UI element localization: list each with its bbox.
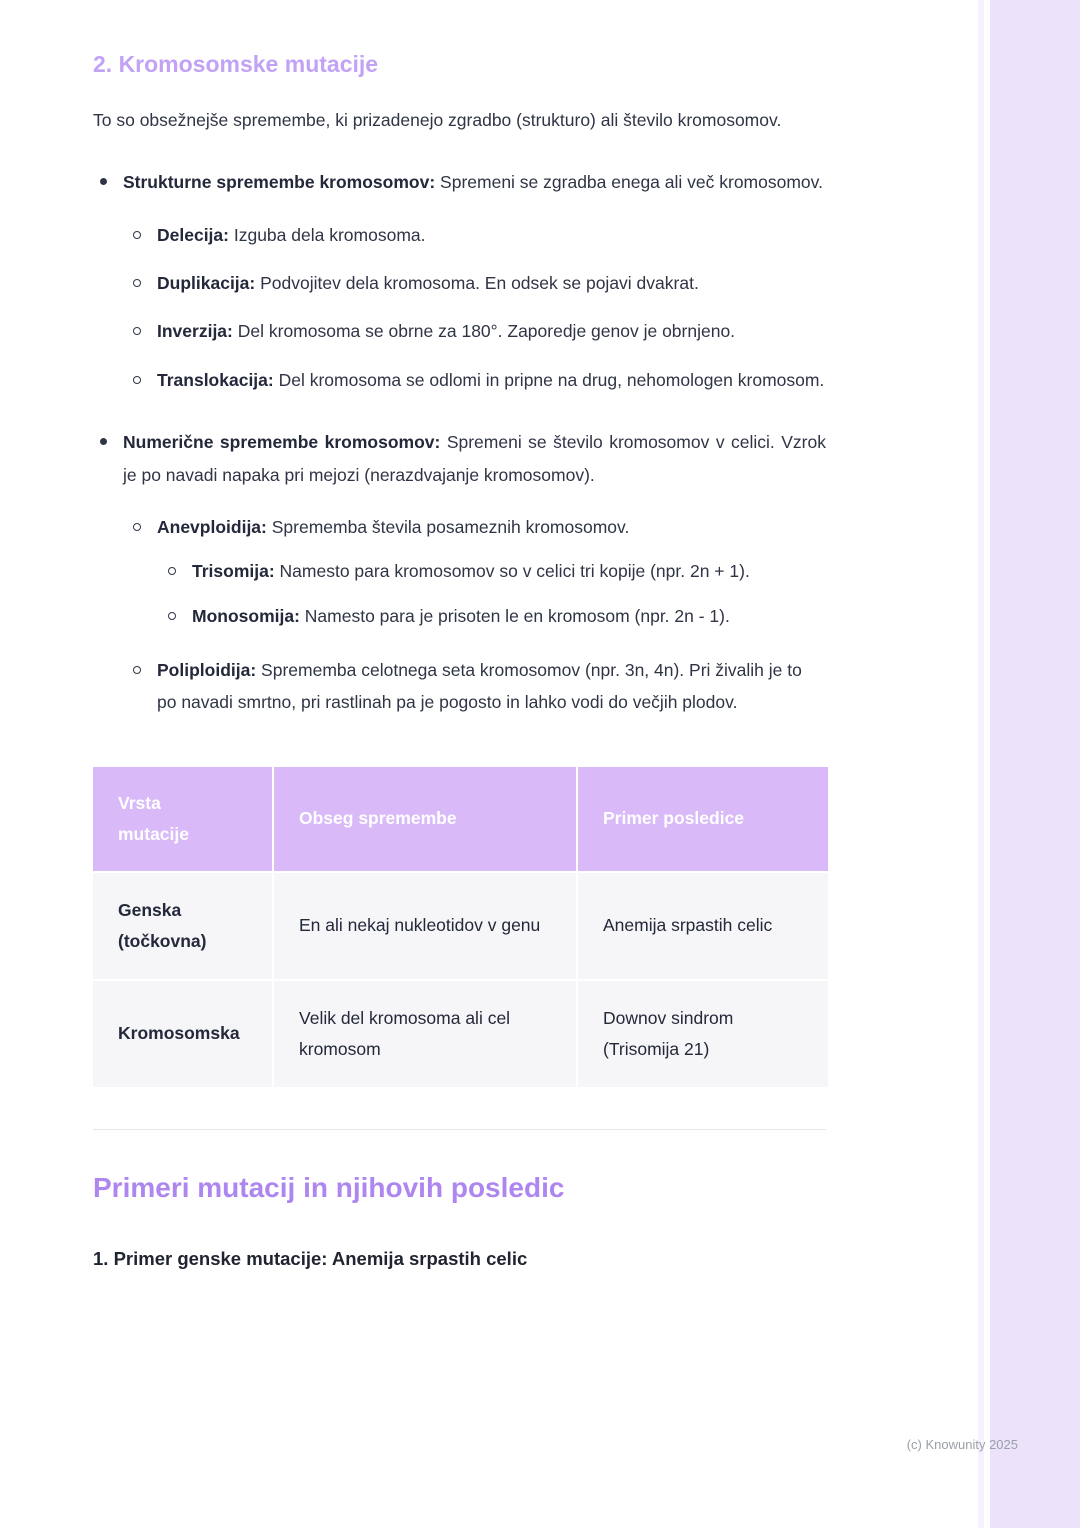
list-item-trisomija (93, 555, 826, 587)
side-stripe (990, 0, 1080, 1528)
list-item-text (192, 600, 826, 632)
bullet-circle-icon (133, 523, 141, 531)
term-label: Trisomija: (192, 561, 275, 582)
term-label: Strukturne spremembe kromosomov: (123, 172, 436, 193)
copyright-footer: (c) Knowunity 2025 (906, 1437, 1018, 1452)
term-definition: Sprememba števila posameznih kromosomov. (271, 516, 630, 537)
bullet-dot-icon (100, 178, 107, 185)
term-label: Duplikacija: (157, 273, 256, 294)
table-cell-value: Genska (točkovna) (118, 900, 207, 951)
list-item-translokacija (93, 364, 826, 396)
table-cell-type (93, 873, 272, 979)
list-item-text (157, 219, 826, 251)
table-cell-scope (274, 873, 576, 979)
table-header-obseg (274, 767, 576, 871)
list-item-text (157, 511, 826, 543)
list-item-text (123, 166, 826, 198)
list-item-text (157, 364, 826, 396)
term-label: Monosomija: (192, 605, 300, 626)
table-cell-example (578, 873, 828, 979)
table-header-label: Primer posledice (603, 808, 745, 829)
term-label: Numerične spremembe kromosomov: (123, 432, 441, 453)
list-item-inverzija (93, 315, 826, 347)
table-cell-value: Downov sindrom (Trisomija 21) (603, 1008, 734, 1059)
table-cell-scope (274, 981, 576, 1087)
example1-heading: 1. Primer genske mutacije: Anemija srpastih celic (93, 1248, 528, 1270)
table-header-primer (578, 767, 828, 871)
term-label: Anevploidija: (157, 516, 267, 537)
term-definition: Spremeni se število kromosomov v celici. Vzrok je po navadi napaka pri mejozi (nerazdvajanje kromosomov). (123, 432, 826, 485)
side-stripe-divider (978, 0, 984, 1528)
section-heading: 2. Kromosomske mutacije (93, 51, 379, 77)
section2-heading: Primeri mutacij in njihovih posledic (93, 1171, 565, 1203)
table-cell-example (578, 981, 828, 1087)
table-cell-value: En ali nekaj nukleotidov v genu (299, 915, 541, 936)
table-cell-value: Velik del kromosoma ali cel kromosom (299, 1008, 511, 1059)
bullet-circle-icon (133, 279, 141, 287)
bullet-circle-icon (133, 327, 141, 335)
term-definition: Namesto para je prisoten le en kromosom (npr. 2n - 1). (304, 605, 730, 626)
list-item-text (192, 555, 826, 587)
term-definition: Namesto para kromosomov so v celici tri kopije (npr. 2n + 1). (279, 561, 750, 582)
term-definition: Spremeni se zgradba enega ali več kromosomov. (440, 172, 823, 193)
table-cell-value: Kromosomska (118, 1023, 240, 1044)
list-item-text (157, 654, 826, 719)
page-content (93, 0, 826, 1276)
intro-paragraph: To so obsežnejše spremembe, ki prizadenejo zgradbo (strukturo) ali število kromosomov. (93, 109, 782, 130)
bullet-circle-icon (168, 567, 176, 575)
list-item-numerical (93, 426, 826, 491)
table-header-label: Obseg spremembe (299, 808, 457, 829)
term-label: Poliploidija: (157, 660, 257, 681)
list-item-delecija (93, 219, 826, 251)
list-item-text (157, 267, 826, 299)
list-item-structural (93, 166, 826, 198)
bullet-dot-icon (100, 438, 107, 445)
term-label: Delecija: (157, 224, 229, 245)
table-header-label: Vrsta mutacije (118, 793, 189, 844)
list-item-poliploidija (93, 654, 826, 719)
term-label: Inverzija: (157, 321, 233, 342)
table-cell-value: Anemija srpastih celic (603, 915, 773, 936)
term-definition: Izguba dela kromosoma. (233, 224, 426, 245)
list-item-duplikacija (93, 267, 826, 299)
list-item-text (157, 315, 826, 347)
bullet-circle-icon (133, 376, 141, 384)
term-definition: Sprememba celotnega seta kromosomov (npr. 3n, 4n). Pri živalih je to po navadi smrtno, pri rastlinah pa je pogosto in lahko vodi do večjih plodov. (157, 660, 802, 713)
mutation-table (93, 767, 826, 1087)
bullet-circle-icon (168, 612, 176, 620)
list-item-text (123, 426, 826, 491)
term-label: Translokacija: (157, 369, 274, 390)
bullet-circle-icon (133, 231, 141, 239)
list-item-monosomija (93, 600, 826, 632)
bullet-circle-icon (133, 666, 141, 674)
table-cell-type (93, 981, 272, 1087)
section-divider (93, 1129, 826, 1130)
term-definition: Podvojitev dela kromosoma. En odsek se pojavi dvakrat. (260, 273, 699, 294)
term-definition: Del kromosoma se odlomi in pripne na drug, nehomologen kromosom. (278, 369, 825, 390)
table-header-vrsta (93, 767, 272, 871)
list-item-anevploidija (93, 511, 826, 543)
term-definition: Del kromosoma se obrne za 180°. Zaporedje genov je obrnjeno. (237, 321, 736, 342)
